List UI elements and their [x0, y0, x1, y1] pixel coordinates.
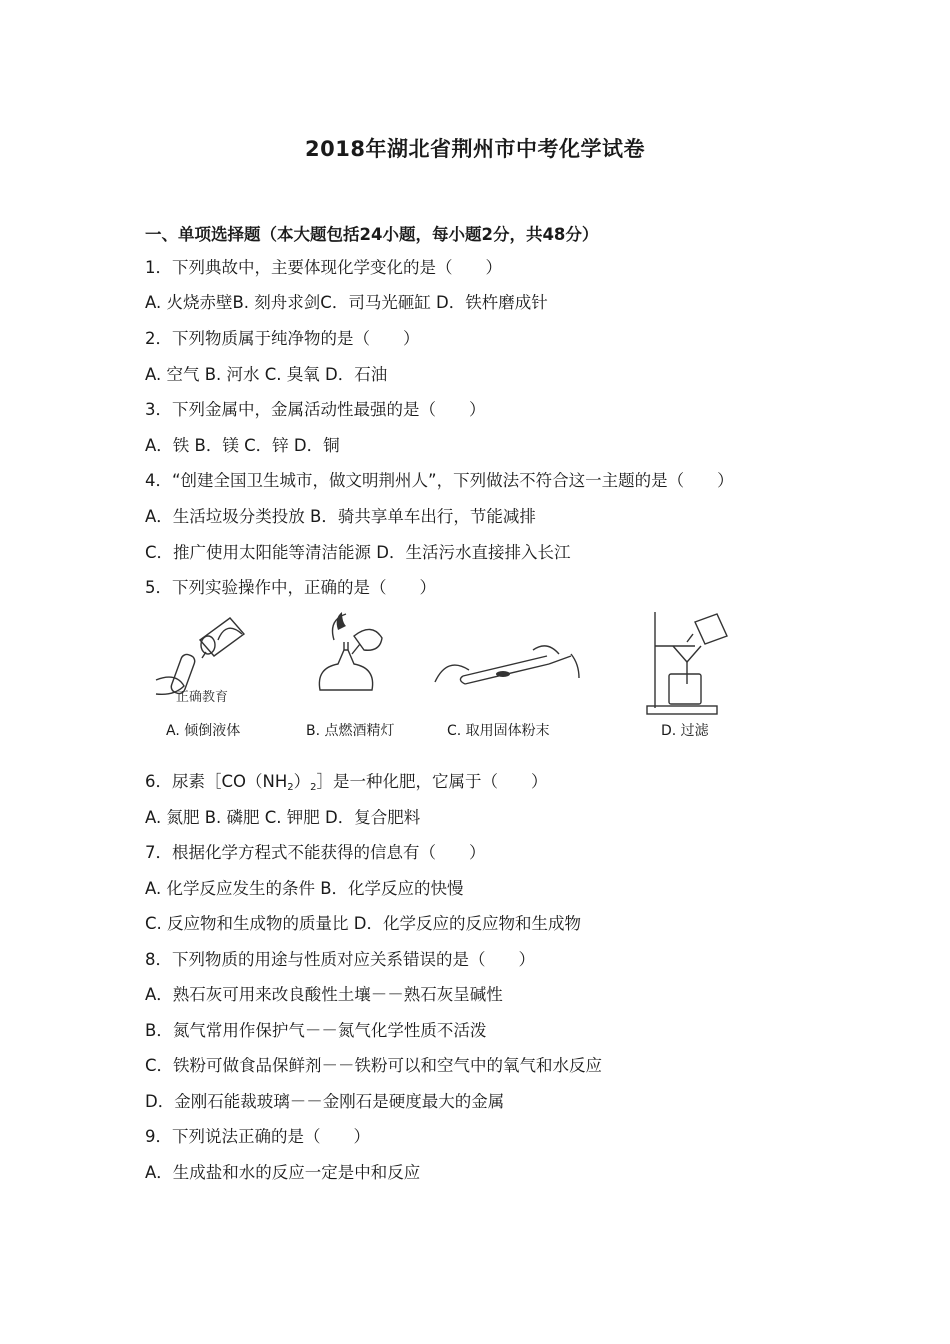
- figure-caption: C. 取用固体粉末: [447, 723, 550, 739]
- experiment-figures: [148, 610, 748, 750]
- figure-pour-liquid: [148, 610, 258, 739]
- question-line: A．生成盐和水的反应一定是中和反应: [145, 1163, 421, 1182]
- powder-tube-illustration: [433, 610, 583, 710]
- question-line: 3．下列金属中，金属活动性最强的是（ ）: [145, 400, 486, 419]
- watermark: 正确教育: [176, 690, 229, 705]
- q6-subscript: 2: [287, 782, 294, 793]
- question-line: B．氮气常用作保护气－－氮气化学性质不活泼: [145, 1021, 487, 1040]
- question-line: A. 空气 B. 河水 C. 臭氧 D．石油: [145, 365, 388, 384]
- q6-text-pre: 6．尿素［CO（NH: [145, 772, 288, 791]
- question-line-q6: [145, 771, 548, 799]
- filtration-illustration: [643, 610, 743, 720]
- figure-filter: [643, 610, 743, 739]
- question-line: A. 火烧赤壁B. 刻舟求剑C．司马光砸缸 D．铁杵磨成针: [145, 293, 548, 312]
- figure-caption: A. 倾倒液体: [166, 723, 241, 739]
- question-line: 7．根据化学方程式不能获得的信息有（ ）: [145, 843, 486, 862]
- question-line: 9．下列说法正确的是（ ）: [145, 1127, 370, 1146]
- q6-text-post: ］是一种化肥，它属于（ ）: [316, 772, 548, 791]
- page-title: 2018年湖北省荆州市中考化学试卷: [305, 137, 645, 161]
- question-line: C．推广使用太阳能等清洁能源 D．生活污水直接排入长江: [145, 543, 571, 562]
- question-line: A. 化学反应发生的条件 B．化学反应的快慢: [145, 879, 464, 898]
- question-line: 1．下列典故中，主要体现化学变化的是（ ）: [145, 258, 502, 277]
- question-line: 2．下列物质属于纯净物的是（ ）: [145, 329, 420, 348]
- q6-text-mid: ）: [293, 772, 311, 791]
- question-line: 8．下列物质的用途与性质对应关系错误的是（ ）: [145, 950, 535, 969]
- question-line: 5．下列实验操作中，正确的是（ ）: [145, 578, 436, 597]
- figure-light-lamp: [298, 610, 408, 739]
- question-line: C．铁粉可做食品保鲜剂－－铁粉可以和空气中的氧气和水反应: [145, 1056, 603, 1075]
- question-line: C. 反应物和生成物的质量比 D．化学反应的反应物和生成物: [145, 914, 581, 933]
- q6-subscript: 2: [310, 782, 317, 793]
- question-line: A. 氮肥 B. 磷肥 C. 钾肥 D．复合肥料: [145, 808, 421, 827]
- question-line: A．铁 B．镁 C．锌 D．铜: [145, 436, 340, 455]
- question-line: D．金刚石能裁玻璃－－金刚石是硬度最大的金属: [145, 1092, 505, 1111]
- figure-take-powder: [433, 610, 583, 739]
- question-line: A．熟石灰可用来改良酸性土壤－－熟石灰呈碱性: [145, 985, 503, 1004]
- figure-caption: B. 点燃酒精灯: [306, 723, 395, 739]
- question-line: A．生活垃圾分类投放 B．骑共享单车出行，节能减排: [145, 507, 536, 526]
- figure-caption: D. 过滤: [661, 723, 709, 739]
- alcohol-lamp-illustration: [298, 610, 408, 710]
- section-heading: 一、单项选择题（本大题包括24小题，每小题2分，共48分）: [145, 225, 599, 244]
- question-line: 4．“创建全国卫生城市，做文明荆州人”，下列做法不符合这一主题的是（ ）: [145, 471, 734, 490]
